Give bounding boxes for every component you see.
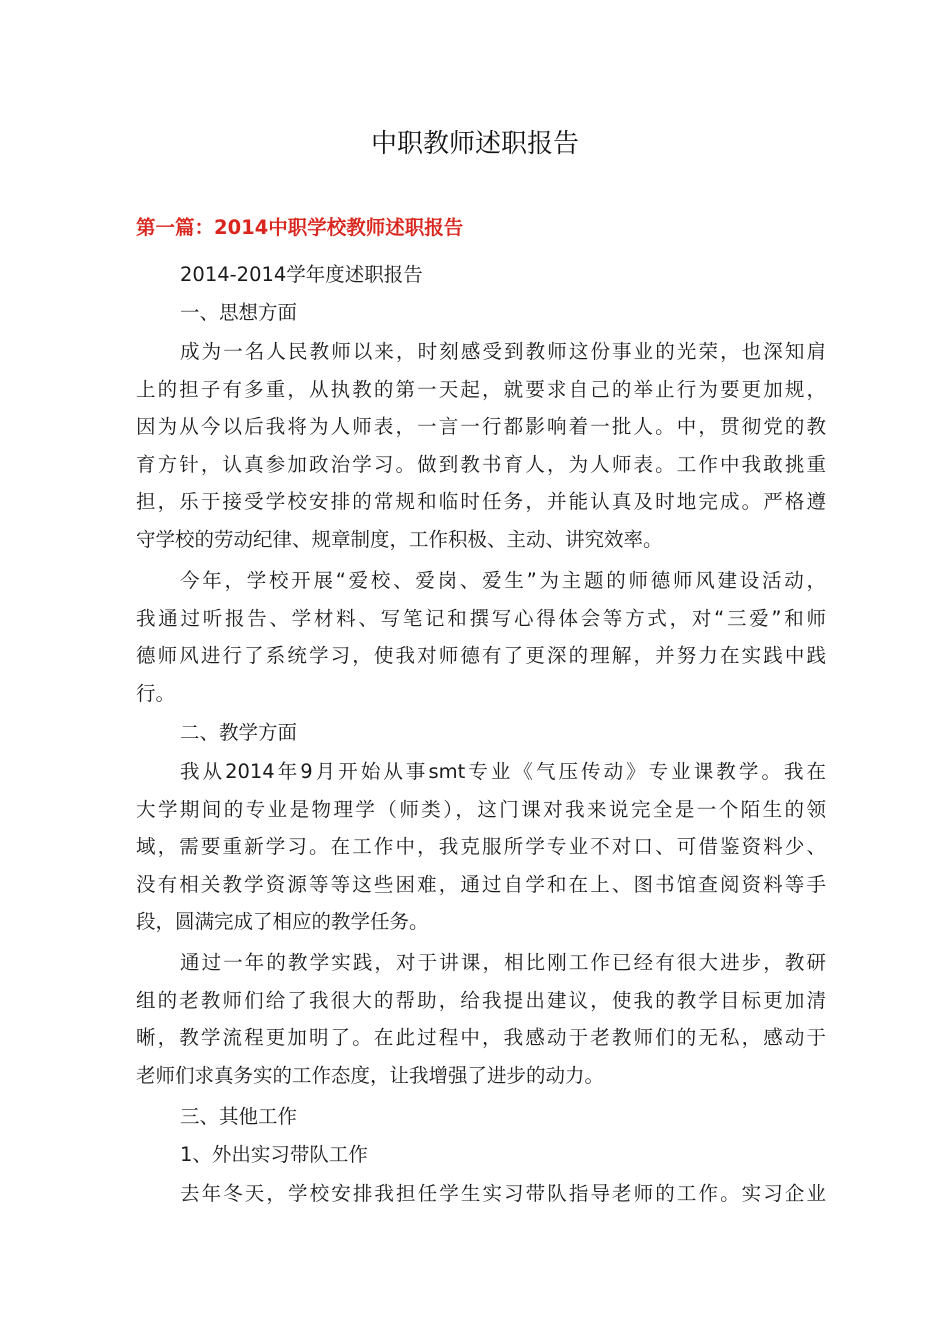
heading-teaching: 二、教学方面 [180, 721, 298, 744]
section-heading: 第一篇：2014中职学校教师述职报告 [136, 216, 464, 239]
paragraph-line: 通过一年的教学实践，对于讲课，相比刚工作已经有很大进步，教研 [180, 951, 826, 974]
paragraph-line: 今年，学校开展“爱校、爱岗、爱生”为主题的师德师风建设活动， [180, 569, 826, 592]
report-title: 2014-2014学年度述职报告 [180, 263, 423, 286]
heading-other: 三、其他工作 [180, 1105, 298, 1128]
paragraph-2 [136, 562, 826, 712]
paragraph-line: 德师风进行了系统学习，使我对师德有了更深的理解，并努力在实践中践 [136, 644, 826, 667]
paragraph-line: 我从2014年9月开始从事smt专业《气压传动》专业课教学。我在 [180, 760, 826, 783]
paragraph-line: 育方针，认真参加政治学习。做到教书育人，为人师表。工作中我敢挑重 [136, 452, 826, 476]
paragraph-line: 老师们求真务实的工作态度，让我增强了进步的动力。 [136, 1063, 605, 1087]
document-title: 中职教师述职报告 [370, 129, 579, 159]
paragraph-line: 行。 [136, 681, 176, 705]
paragraph-3 [136, 753, 826, 941]
paragraph-5 [136, 1175, 826, 1213]
report-title-block [136, 256, 826, 331]
subheading-internship: 1、外出实习带队工作 [180, 1142, 368, 1166]
paragraph-1 [136, 333, 826, 558]
paragraph-line: 去年冬天，学校安排我担任学生实习带队指导老师的工作。实习企业 [180, 1182, 826, 1205]
paragraph-line: 没有相关教学资源等等这些困难，通过自学和在上、图书馆查阅资料等手 [136, 872, 826, 896]
paragraph-line: 守学校的劳动纪律、规章制度，工作积极、主动、讲究效率。 [136, 527, 663, 551]
paragraph-line: 段，圆满完成了相应的教学任务。 [136, 910, 429, 933]
heading-teaching-block [136, 714, 826, 752]
paragraph-line: 组的老教师们给了我很大的帮助，给我提出建议，使我的教学目标更加清 [136, 988, 826, 1012]
paragraph-line: 成为一名人民教师以来，时刻感受到教师这份事业的光荣，也深知肩 [180, 340, 826, 363]
paragraph-line: 大学期间的专业是物理学（师类），这门课对我来说完全是一个陌生的领 [136, 797, 826, 821]
paragraph-line: 因为从今以后我将为人师表，一言一行都影响着一批人。中，贯彻党的教 [136, 415, 826, 438]
paragraph-line: 晰，教学流程更加明了。在此过程中，我感动于老教师们的无私，感动于 [136, 1026, 826, 1049]
heading-thought: 一、思想方面 [180, 300, 298, 324]
heading-other-block [136, 1098, 826, 1173]
paragraph-line: 域，需要重新学习。在工作中，我克服所学专业不对口、可借鉴资料少、 [136, 835, 826, 858]
paragraph-line: 我通过听报告、学材料、写笔记和撰写心得体会等方式，对“三爱”和师 [136, 606, 826, 630]
paragraph-line: 上的担子有多重，从执教的第一天起，就要求自己的举止行为要更加规， [136, 377, 826, 401]
paragraph-4 [136, 944, 826, 1094]
paragraph-line: 担，乐于接受学校安排的常规和临时任务，并能认真及时地完成。严格遵 [136, 490, 826, 513]
